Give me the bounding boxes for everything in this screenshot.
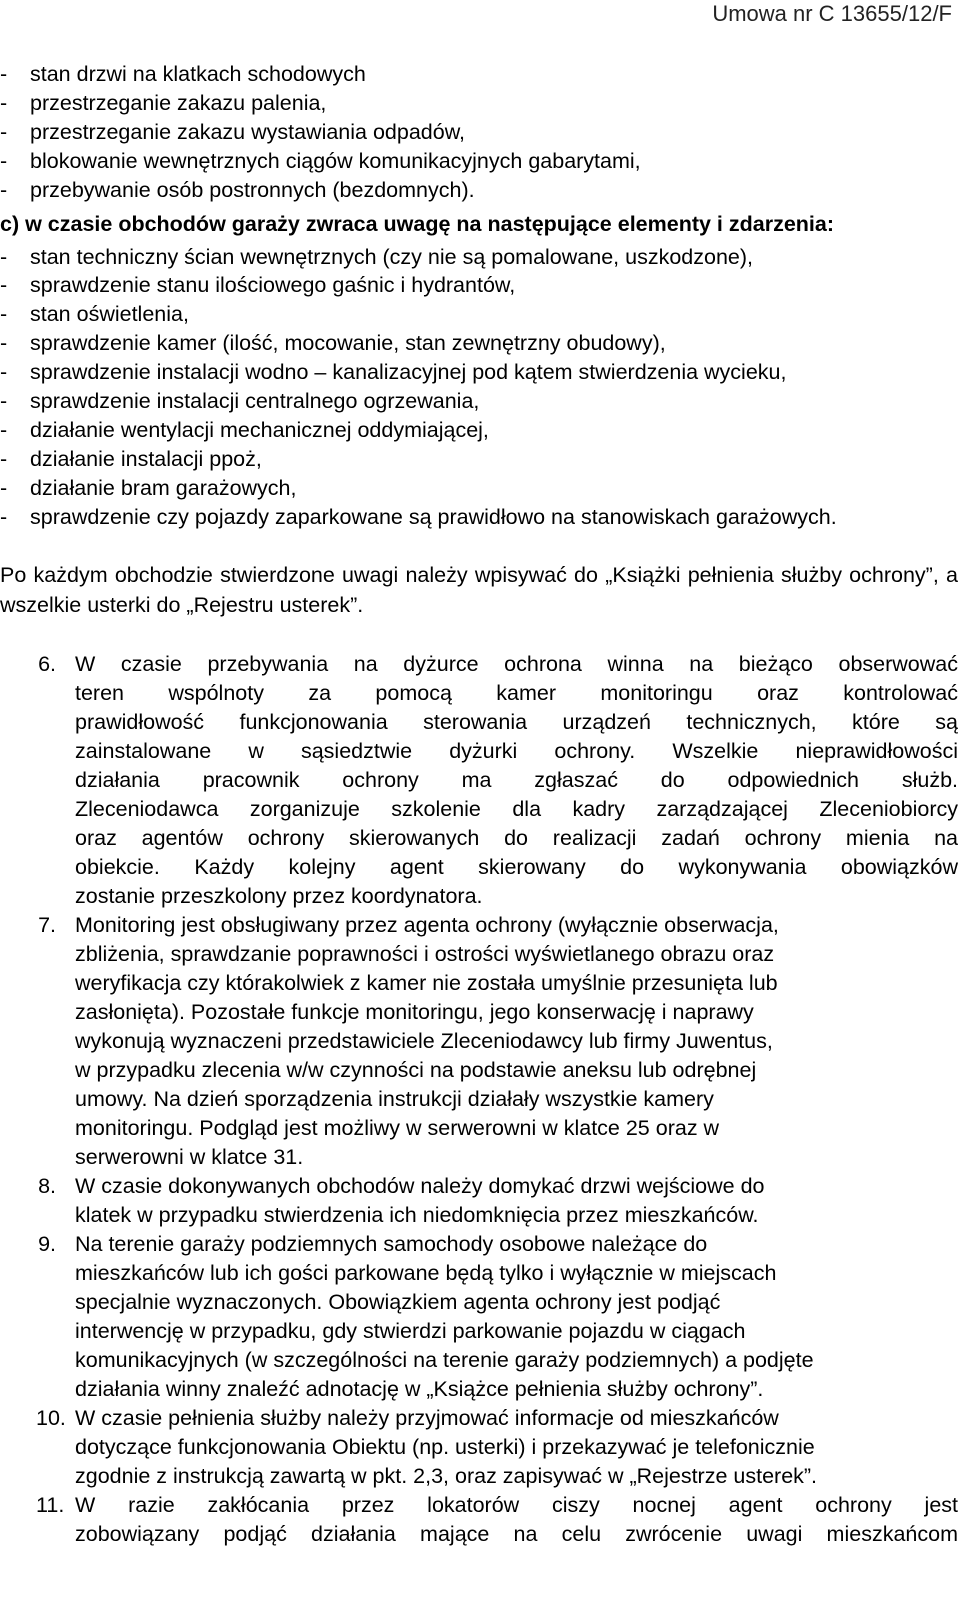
- point-line: monitoringu. Podgląd jest możliwy w serwerowni w klatce 25 oraz w: [75, 1115, 720, 1140]
- point-body: [75, 1172, 958, 1230]
- contract-number-header: Umowa nr C 13655/12/F: [712, 1, 952, 26]
- point-line: obiekcie. Każdy kolejny agent skierowany do wykonywania obowiązków: [75, 854, 958, 879]
- point-line: serwerowni w klatce 31.: [75, 1144, 304, 1169]
- list-dash: -: [0, 119, 8, 144]
- list-item: - sprawdzenie czy pojazdy zaparkowane są prawidłowo na stanowiskach garażowych.: [0, 503, 958, 532]
- section-c-heading: c) w czasie obchodów garaży zwraca uwagę na następujące elementy i zdarzenia:: [0, 211, 835, 236]
- point-number: 8.: [38, 1173, 56, 1198]
- point-number: 7.: [38, 912, 56, 937]
- point-line: Zleceniodawca zorganizuje szkolenie dla kadry zarządzającej Zleceniobiorcy: [75, 796, 958, 821]
- list-item: - przestrzeganie zakazu palenia,: [0, 89, 958, 118]
- document-page: [0, 60, 958, 1549]
- section-c-list: [0, 243, 958, 532]
- point-line: działania pracownik ochrony ma zgłaszać do odpowiednich służb.: [75, 767, 958, 792]
- numbered-point: [0, 1230, 958, 1404]
- point-line: działania winny znaleźć adnotację w „Książce pełnienia służby ochrony”.: [75, 1376, 764, 1401]
- point-line: komunikacyjnych (w szczególności na terenie garaży podziemnych) a podjęte: [75, 1347, 814, 1372]
- list-item: - sprawdzenie instalacji wodno – kanalizacyjnej pod kątem stwierdzenia wycieku,: [0, 358, 958, 387]
- list-item: - stan drzwi na klatkach schodowych: [0, 60, 958, 89]
- list-dash: -: [0, 90, 8, 115]
- point-number: 10.: [36, 1405, 66, 1430]
- point-line: wykonują wyznaczeni przedstawiciele Zleceniodawcy lub firmy Juwentus,: [75, 1028, 773, 1053]
- numbered-point: [0, 911, 958, 1172]
- point-line: Na terenie garaży podziemnych samochody osobowe należące do: [75, 1231, 708, 1256]
- point-line: zasłonięta). Pozostałe funkcje monitoringu, jego konserwację i naprawy: [75, 999, 754, 1024]
- numbered-point: [0, 1491, 958, 1549]
- point-line: Monitoring jest obsługiwany przez agenta ochrony (wyłącznie obserwacja,: [75, 912, 779, 937]
- list-dash: -: [0, 331, 8, 356]
- point-line: dotyczące funkcjonowania Obiektu (np. usterki) i przekazywać je telefonicznie: [75, 1434, 815, 1459]
- list-item: - działanie bram garażowych,: [0, 474, 958, 503]
- numbered-point: [0, 1404, 958, 1491]
- list-dash: -: [0, 360, 8, 385]
- point-line: zgodnie z instrukcją zawartą w pkt. 2,3, oraz zapisywać w „Rejestrze usterek”.: [75, 1463, 818, 1488]
- point-body: [75, 650, 958, 911]
- list-item: - działanie wentylacji mechanicznej oddymiającej,: [0, 416, 958, 445]
- list-item: - przebywanie osób postronnych (bezdomnych).: [0, 176, 958, 205]
- point-number: 9.: [38, 1231, 56, 1256]
- numbered-points: [0, 650, 958, 1549]
- point-line: W razie zakłócania przez lokatorów ciszy nocnej agent ochrony jest: [75, 1492, 958, 1517]
- list-item: - blokowanie wewnętrznych ciągów komunikacyjnych gabarytami,: [0, 147, 958, 176]
- point-line: specjalnie wyznaczonych. Obowiązkiem agenta ochrony jest podjąć: [75, 1289, 721, 1314]
- point-line: klatek w przypadku stwierdzenia ich niedomknięcia przez mieszkańców.: [75, 1202, 759, 1227]
- point-line: zostanie przeszkolony przez koordynatora.: [75, 883, 483, 908]
- list-dash: -: [0, 475, 8, 500]
- point-number: 11.: [36, 1492, 65, 1517]
- point-body: [75, 1230, 958, 1404]
- point-body: [75, 1491, 958, 1549]
- after-rounds-paragraph: Po każdym obchodzie stwierdzone uwagi należy wpisywać do „Książki pełnienia służby ochrony”, a wszelkie usterki do „Rejestru usterek”.: [0, 562, 958, 617]
- point-line: teren wspólnoty za pomocą kamer monitoringu oraz kontrolować: [75, 680, 958, 705]
- list-b-tail: [0, 60, 958, 205]
- point-line: W czasie przebywania na dyżurce ochrona winna na bieżąco obserwować: [75, 651, 958, 676]
- numbered-point: [0, 1172, 958, 1230]
- list-item: - stan techniczny ścian wewnętrznych (czy nie są pomalowane, uszkodzone),: [0, 243, 958, 272]
- point-body: [75, 911, 958, 1172]
- list-dash: -: [0, 302, 8, 327]
- point-line: w przypadku zlecenia w/w czynności na podstawie aneksu lub odrębnej: [75, 1057, 757, 1082]
- point-line: zbliżenia, sprawdzanie poprawności i ostrości wyświetlanego obrazu oraz: [75, 941, 775, 966]
- list-dash: -: [0, 504, 8, 529]
- list-dash: -: [0, 148, 8, 173]
- point-body: [75, 1404, 958, 1491]
- list-dash: -: [0, 417, 8, 442]
- point-line: zainstalowane w sąsiedztwie dyżurki ochrony. Wszelkie nieprawidłowości: [75, 738, 958, 763]
- list-dash: -: [0, 62, 8, 86]
- list-item: - sprawdzenie kamer (ilość, mocowanie, stan zewnętrzny obudowy),: [0, 329, 958, 358]
- list-dash: -: [0, 244, 8, 269]
- point-line: prawidłowość funkcjonowania sterowania urządzeń technicznych, które są: [75, 709, 958, 734]
- list-dash: -: [0, 446, 8, 471]
- point-line: zobowiązany podjąć działania mające na celu zwrócenie uwagi mieszkańcom: [75, 1521, 958, 1546]
- list-item: - sprawdzenie instalacji centralnego ogrzewania,: [0, 387, 958, 416]
- point-line: umowy. Na dzień sporządzenia instrukcji działały wszystkie kamery: [75, 1086, 714, 1111]
- point-line: mieszkańców lub ich gości parkowane będą tylko i wyłącznie w miejscach: [75, 1260, 777, 1285]
- list-dash: -: [0, 389, 8, 414]
- list-item: - przestrzeganie zakazu wystawiania odpadów,: [0, 118, 958, 147]
- list-item: - sprawdzenie stanu ilościowego gaśnic i hydrantów,: [0, 271, 958, 300]
- point-line: oraz agentów ochrony skierowanych do realizacji zadań ochrony mienia na: [75, 825, 958, 850]
- point-number: 6.: [38, 651, 56, 676]
- point-line: interwencję w przypadku, gdy stwierdzi parkowanie pojazdu w ciągach: [75, 1318, 746, 1343]
- point-line: weryfikacja czy którakolwiek z kamer nie została umyślnie przesunięta lub: [75, 970, 778, 995]
- list-item: - stan oświetlenia,: [0, 300, 958, 329]
- list-dash: -: [0, 177, 8, 202]
- point-line: W czasie dokonywanych obchodów należy domykać drzwi wejściowe do: [75, 1173, 765, 1198]
- point-line: W czasie pełnienia służby należy przyjmować informacje od mieszkańców: [75, 1405, 779, 1430]
- numbered-point: [0, 650, 958, 911]
- list-item: - działanie instalacji ppoż,: [0, 445, 958, 474]
- list-dash: -: [0, 273, 8, 298]
